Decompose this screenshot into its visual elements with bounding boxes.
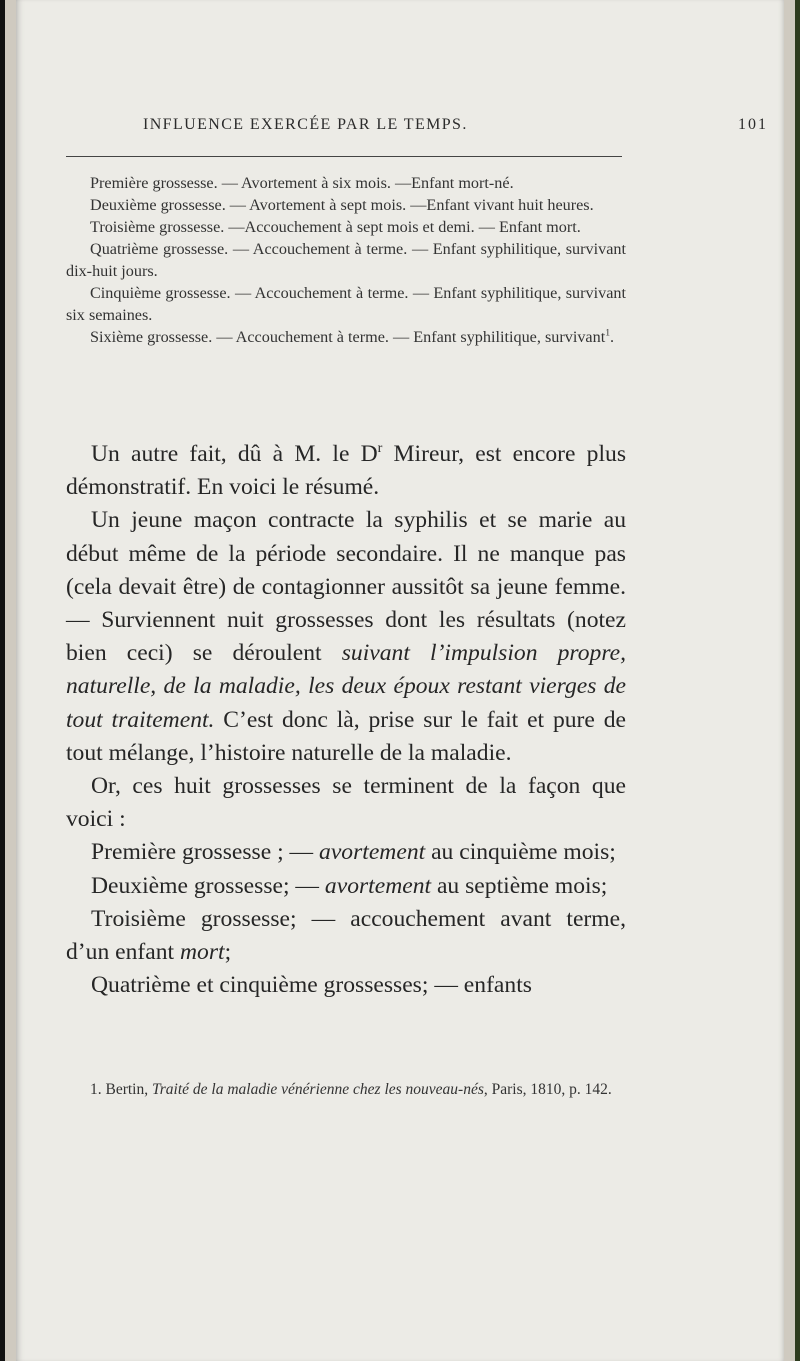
case-list [66,172,626,348]
paragraph [66,903,626,969]
text: au septième mois; [431,872,608,899]
paragraph: Quatrième et cinquième grossesses; — enfants [91,972,532,999]
paragraph [66,438,626,504]
text: Troisième grossesse; — accouchement avant terme, d’un enfant [66,905,626,966]
book-edge-right [784,0,800,1361]
running-title: INFLUENCE EXERCÉE PAR LE TEMPS. [143,116,468,133]
italic-text: Traité de la maladie vénérienne chez les nouveau-nés [152,1081,484,1098]
italic-text: suivant l’impulsion propre, naturelle, de la maladie, les deux époux restant vierges de tout traitement. [66,640,627,733]
text: , Paris, 1810, p. 142. [483,1081,612,1098]
superscript: r [377,440,383,457]
text: Deuxième grossesse; — [91,872,325,899]
text: Première grossesse ; — [91,839,320,866]
text: Mireur, est encore plus démonstratif. En voici le résumé. [66,441,626,501]
case-item-last [66,326,626,348]
case-item: Deuxième grossesse. — Avortement à sept mois. —Enfant vivant huit heures. [90,196,594,214]
italic-text: avortement [324,872,432,899]
paragraph [66,870,626,903]
text: 1. Bertin, [90,1081,152,1098]
header-rule [66,156,622,157]
case-item: Troisième grossesse. —Accouchement à sept mois et demi. — Enfant mort. [90,218,581,236]
main-text [66,438,626,1002]
paragraph [66,504,626,770]
case-item: Quatrième grossesse. — Accouchement à terme. — Enfant syphilitique, survivant dix-huit jours. [66,240,626,280]
text: C’est donc là, prise sur le fait et pure de tout mélange, l’histoire naturelle de la maladie. [66,706,626,766]
footnote-marker: 1 [605,327,611,339]
text: Un jeune maçon contracte la syphilis et se marie au début même de la période secondaire. Il ne manque pas (cela devait être) de contagionner aussitôt sa jeune femme. — Surviennent nuit grossesses dont les résultats (notez bien ceci) se déroulent [66,507,626,667]
footnote [66,1079,626,1100]
page-number: 101 [738,116,768,133]
italic-text: avortement [319,839,426,866]
case-item: Première grossesse. — Avortement à six mois. —Enfant mort-né. [90,174,514,192]
text: ; [224,939,232,966]
book-gutter-left [0,0,16,1361]
footnote-text [66,1079,626,1100]
paragraph [66,836,626,869]
paragraph: Or, ces huit grossesses se terminent de la façon que voici : [66,773,626,833]
case-item: Cinquième grossesse. — Accouchement à terme. — Enfant syphilitique, survivant six semaines. [66,284,626,324]
text: Un autre fait, dû à M. le D [91,441,378,467]
text: au cinquième mois; [425,839,616,866]
case-item-end: . [610,328,615,346]
italic-text: mort [180,939,225,966]
case-item-text: Sixième grossesse. — Accouchement à terme. — Enfant syphilitique, survivant [90,328,606,346]
